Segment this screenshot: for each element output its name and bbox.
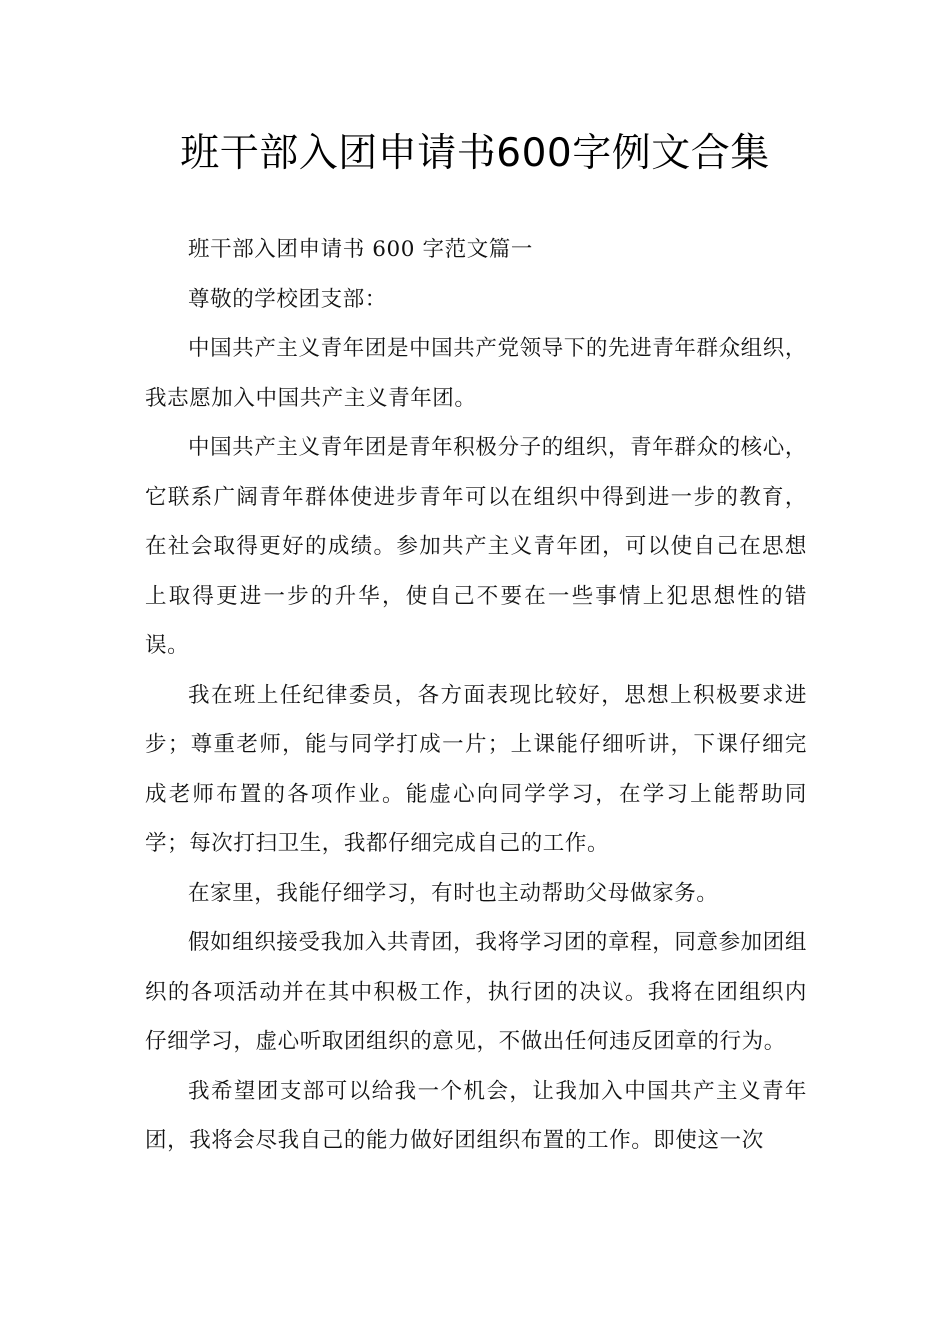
paragraph: 我在班上任纪律委员，各方面表现比较好，思想上积极要求进步；尊重老师，能与同学打成一片；上课能仔细听讲，下课仔细完成老师布置的各项作业。能虚心向同学学习，在学习上能帮助同学；每次打扫卫生，我都仔细完成自己的工作。 [145,682,807,856]
section-heading: 班干部入团申请书 600 字范文篇一 [188,237,534,262]
paragraph: 中国共产主义青年团是中国共产党领导下的先进青年群众组织，我志愿加入中国共产主义青年团。 [145,336,807,411]
paragraph: 在家里，我能仔细学习，有时也主动帮助父母做家务。 [188,880,719,906]
document-body [145,225,807,1166]
paragraph: 中国共产主义青年团是青年积极分子的组织，青年群众的核心，它联系广阔青年群体使进步青年可以在组织中得到进一步的教育，在社会取得更好的成绩。参加共产主义青年团，可以使自己在思想上取得更进一步的升华，使自己不要在一些事情上犯思想性的错误。 [145,435,807,658]
document-title: 班干部入团申请书600字例文合集 [180,131,770,176]
salutation: 尊敬的学校团支部： [188,286,387,312]
paragraph: 假如组织接受我加入共青团，我将学习团的章程，同意参加团组织的各项活动并在其中积极工作，执行团的决议。我将在团组织内仔细学习，虚心听取团组织的意见，不做出任何违反团章的行为。 [145,930,807,1054]
paragraph: 我希望团支部可以给我一个机会，让我加入中国共产主义青年团，我将会尽我自己的能力做好团组织布置的工作。即使这一次 [145,1078,807,1153]
